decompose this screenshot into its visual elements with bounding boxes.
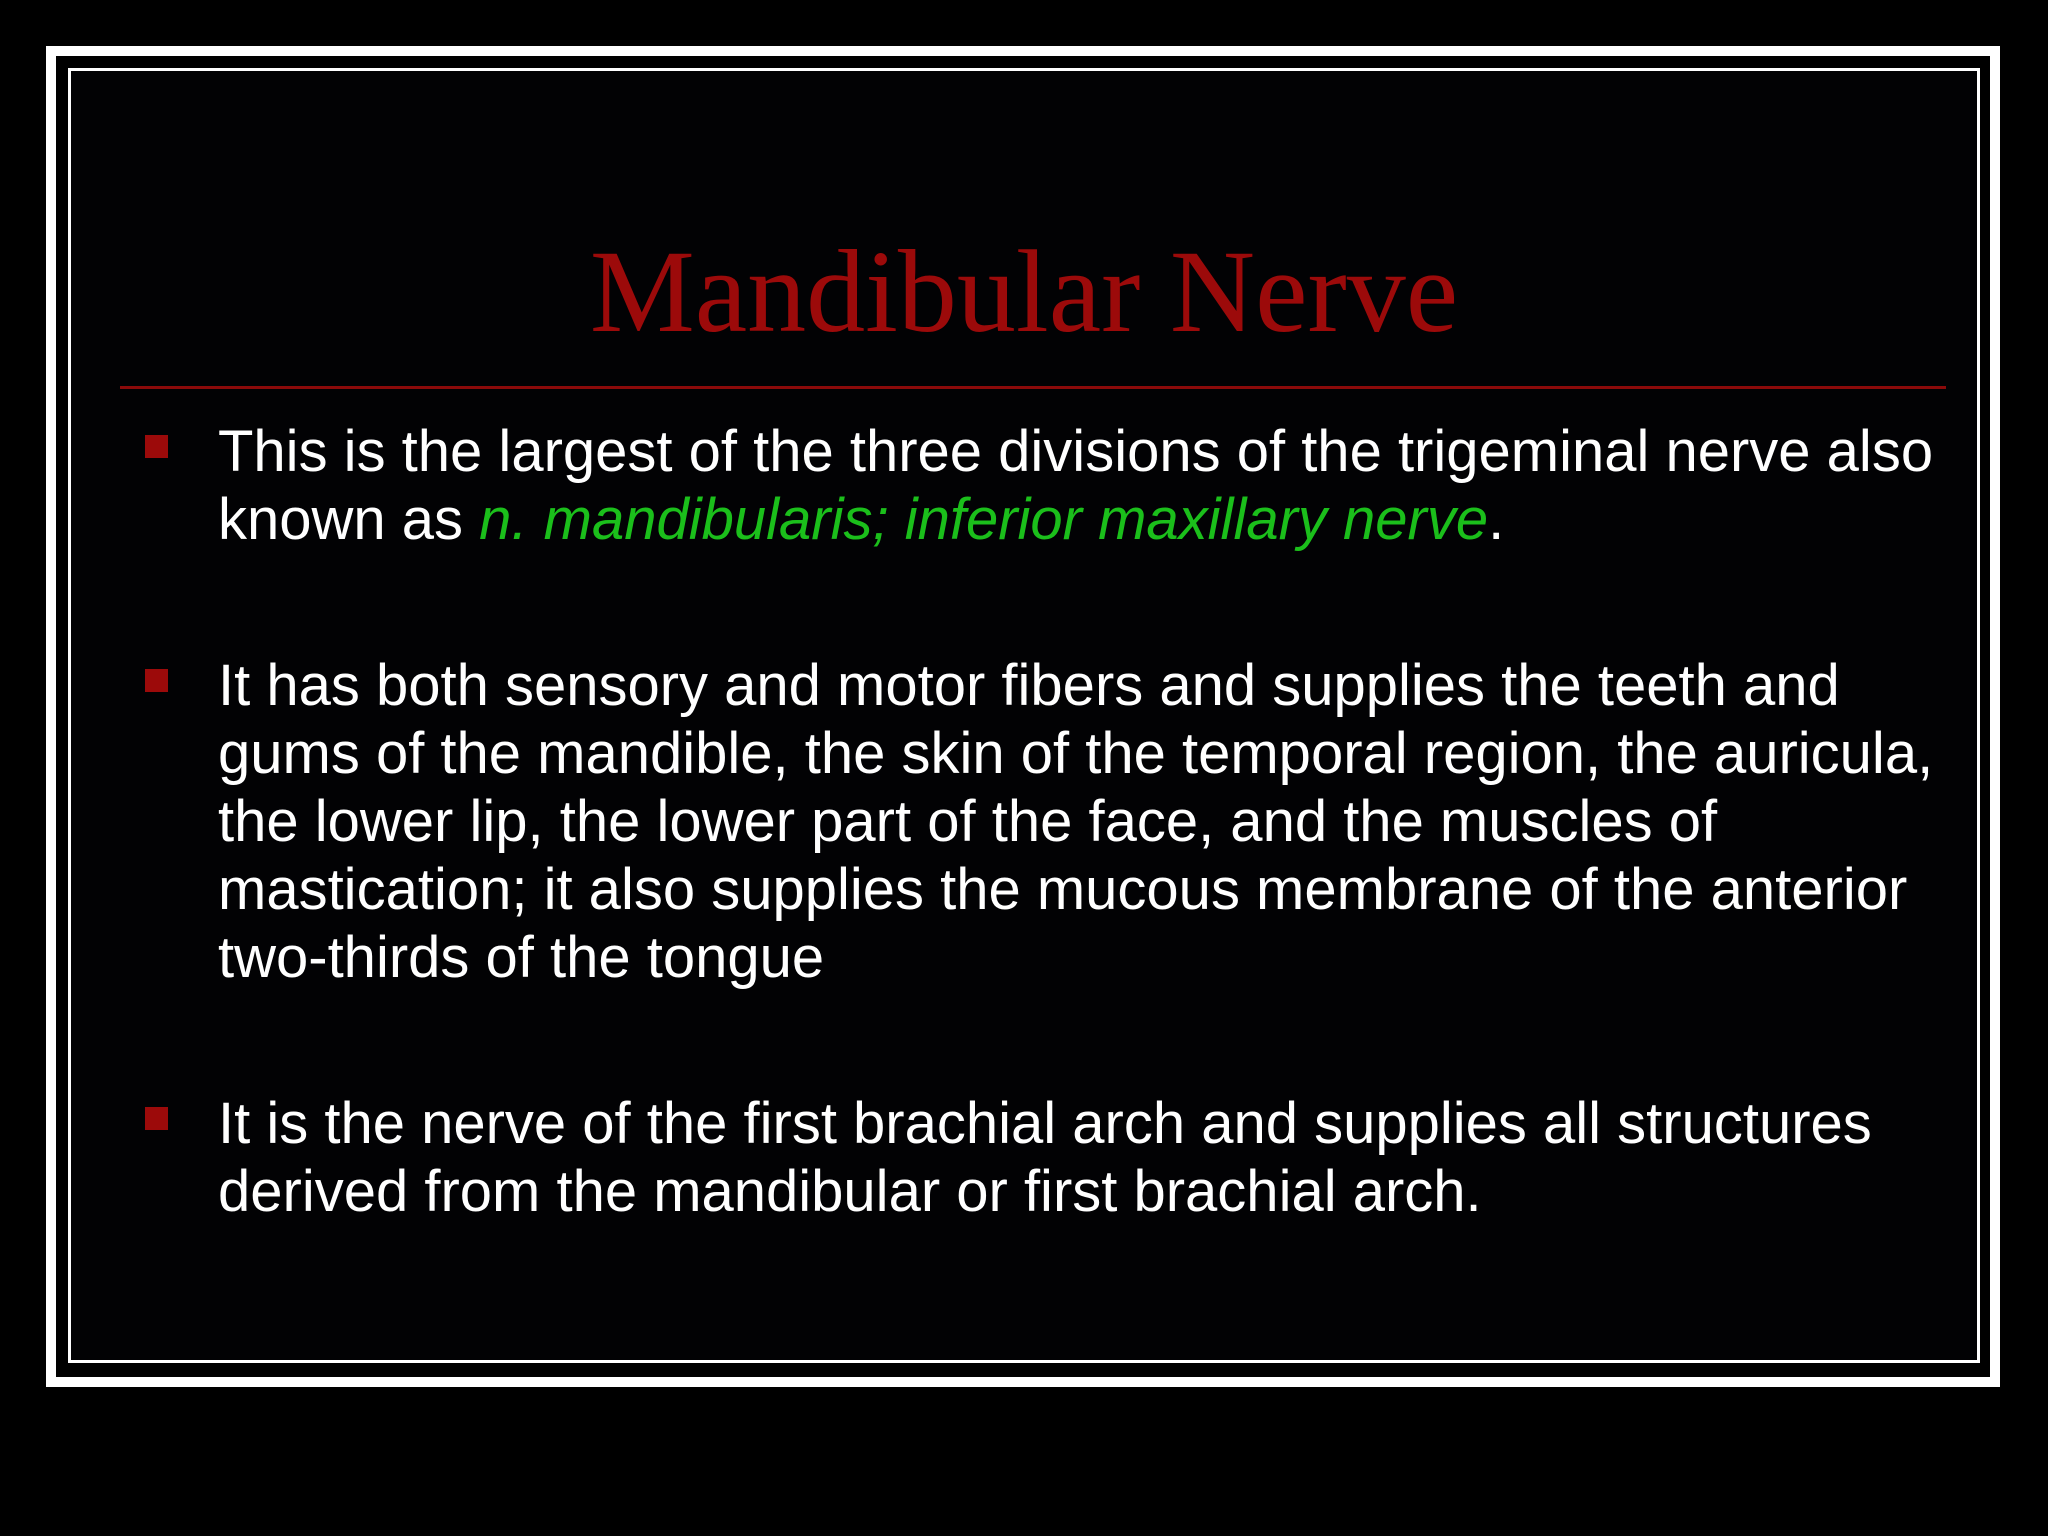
bullet-text: This is the largest of the three divisions of the trigeminal nerve also known as bbox=[218, 419, 1934, 552]
alternate-names-highlight: n. mandibularis; inferior maxillary nerve bbox=[479, 487, 1489, 552]
bullet-item-largest-division bbox=[140, 418, 1940, 554]
bullet-text: It has both sensory and motor fibers and supplies the teeth and gums of the mandible, the skin of the temporal region, the auricula, the lower lip, the lower part of the face, and the muscles of mastication; it also supplies the mucous membrane of the anterior two-thirds of the tongue bbox=[218, 653, 1934, 990]
bullet-text-end: . bbox=[1488, 487, 1505, 552]
square-bullet-icon bbox=[145, 669, 168, 692]
bullet-list bbox=[140, 418, 1940, 1226]
bullet-text: It is the nerve of the first brachial arch and supplies all structures derived from the mandibular or first brachial arch. bbox=[218, 1091, 1872, 1224]
square-bullet-icon bbox=[145, 1107, 168, 1130]
title-divider bbox=[120, 386, 1946, 389]
bullet-item-brachial-arch bbox=[140, 1090, 1940, 1226]
bullet-item-fibers-supply bbox=[140, 652, 1940, 992]
square-bullet-icon bbox=[145, 435, 168, 458]
slide-title: Mandibular Nerve bbox=[589, 226, 1459, 357]
